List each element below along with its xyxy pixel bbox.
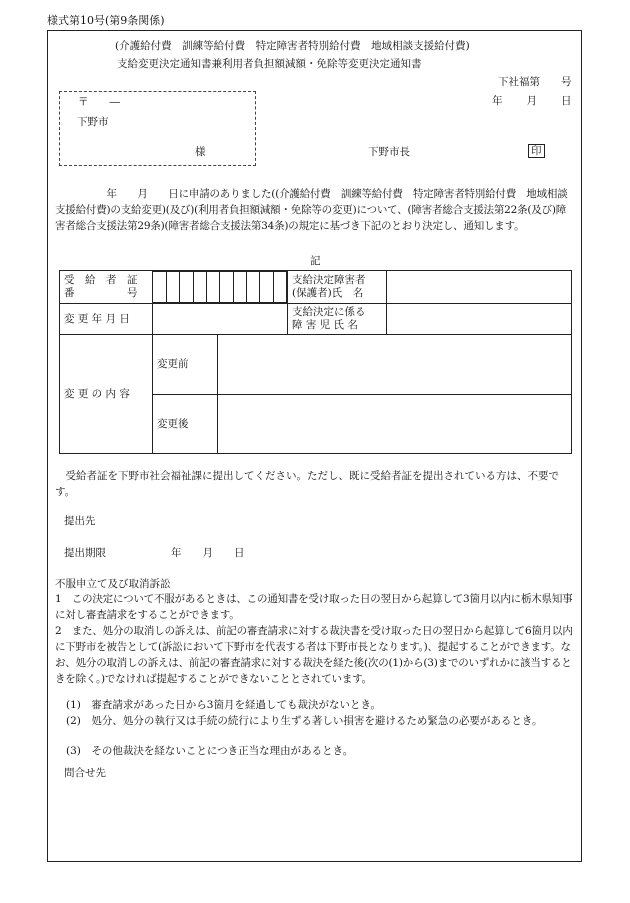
appeal-item-2: 2 また、処分の取消しの訴えは、前記の審査請求に対する裁決書を受け取った日の翌日から起算して6箇月以内に下野市を被告として(訴訟において下野市を代表する者は下野市長となります。)、提起することができます。なお、処分の取消しの訴えは、前記の審査請求に対する裁決を経た後(次の(1)から(3)までのいずれかに該当するときを除く。)でなければ提起することができないこととされています。 xyxy=(55,625,573,685)
before-change-label: 変更前 xyxy=(153,335,218,395)
postal-code: 〒 ― xyxy=(78,96,120,108)
document-number: 下社福第 号 xyxy=(498,76,572,88)
address-city: 下野市 xyxy=(77,116,109,128)
guardian-name-value xyxy=(387,271,572,304)
contact-label: 問合せ先 xyxy=(64,767,106,779)
appeal-heading: 不服申立て及び取消訴訟 xyxy=(55,578,171,590)
change-date-value xyxy=(153,304,288,335)
appeal-sub-2: (2) 処分、処分の執行又は手続の続行により生ずる著しい損害を避けるため緊急の必要があるとき。 xyxy=(66,715,543,727)
recipient-cert-label: 受 給 者 証 番 号 xyxy=(60,271,153,304)
form-number: 様式第10号(第9条関係) xyxy=(47,14,165,27)
child-name-label: 支給決定に係る 障 害 児 氏 名 xyxy=(288,304,387,335)
appeal-sub-1: (1) 審査請求があった日から3箇月を経過しても裁決がないとき。 xyxy=(66,699,382,711)
change-content-label: 変 更 の 内 容 xyxy=(60,335,153,454)
guardian-name-label: 支給決定障害者 (保護者)氏 名 xyxy=(288,271,387,304)
issue-date: 年 月 日 xyxy=(492,95,573,107)
submission-deadline-date: 年 月 日 xyxy=(171,547,245,559)
notice-body: 年 月 日に申請のありました((介護給付費 訓練等給付費 特定障害者特別給付費 地域相談支援給付費)の支給変更)(及び)(利用者負担額減額・免除等の変更)について、(障害者総合支援法第22条(及び)障害者総合支援法第29条)(障害者総合支援法第34条)の規定に基づき下記のとおり決定し、通知します。 xyxy=(55,188,568,232)
decision-table xyxy=(59,270,572,454)
title-line-1: (介護給付費 訓練等給付費 特定障害者特別給付費 地域相談支援給付費) xyxy=(115,40,470,52)
issuer-name: 下野市長 xyxy=(368,146,410,158)
official-seal: 印 xyxy=(528,145,545,158)
submission-deadline-label: 提出期限 xyxy=(64,547,106,559)
before-change-value xyxy=(218,335,572,395)
appeal-item-1: 1 この決定について不服があるときは、この通知書を受け取った日の翌日から起算して3箇月以内に栃木県知事に対し審査請求をすることができます。 xyxy=(55,593,573,621)
recipient-cert-number-cells xyxy=(153,271,288,304)
recipient-honorific: 様 xyxy=(195,146,206,158)
appeal-sub-3: (3) その他裁決を経ないことにつき正当な理由があるとき。 xyxy=(66,745,354,757)
after-change-label: 変更後 xyxy=(153,395,218,454)
ki-heading: 記 xyxy=(310,255,321,267)
submission-note: 受給者証を下野市社会福祉課に提出してください。ただし、既に受給者証を提出されている方は、不要です。 xyxy=(55,470,559,498)
after-change-value xyxy=(218,395,572,454)
child-name-value xyxy=(387,304,572,335)
document-title: 支給変更決定通知書兼利用者負担額減額・免除等変更決定通知書 xyxy=(117,58,422,70)
change-date-label: 変 更 年 月 日 xyxy=(60,304,153,335)
submission-destination-label: 提出先 xyxy=(64,515,96,527)
